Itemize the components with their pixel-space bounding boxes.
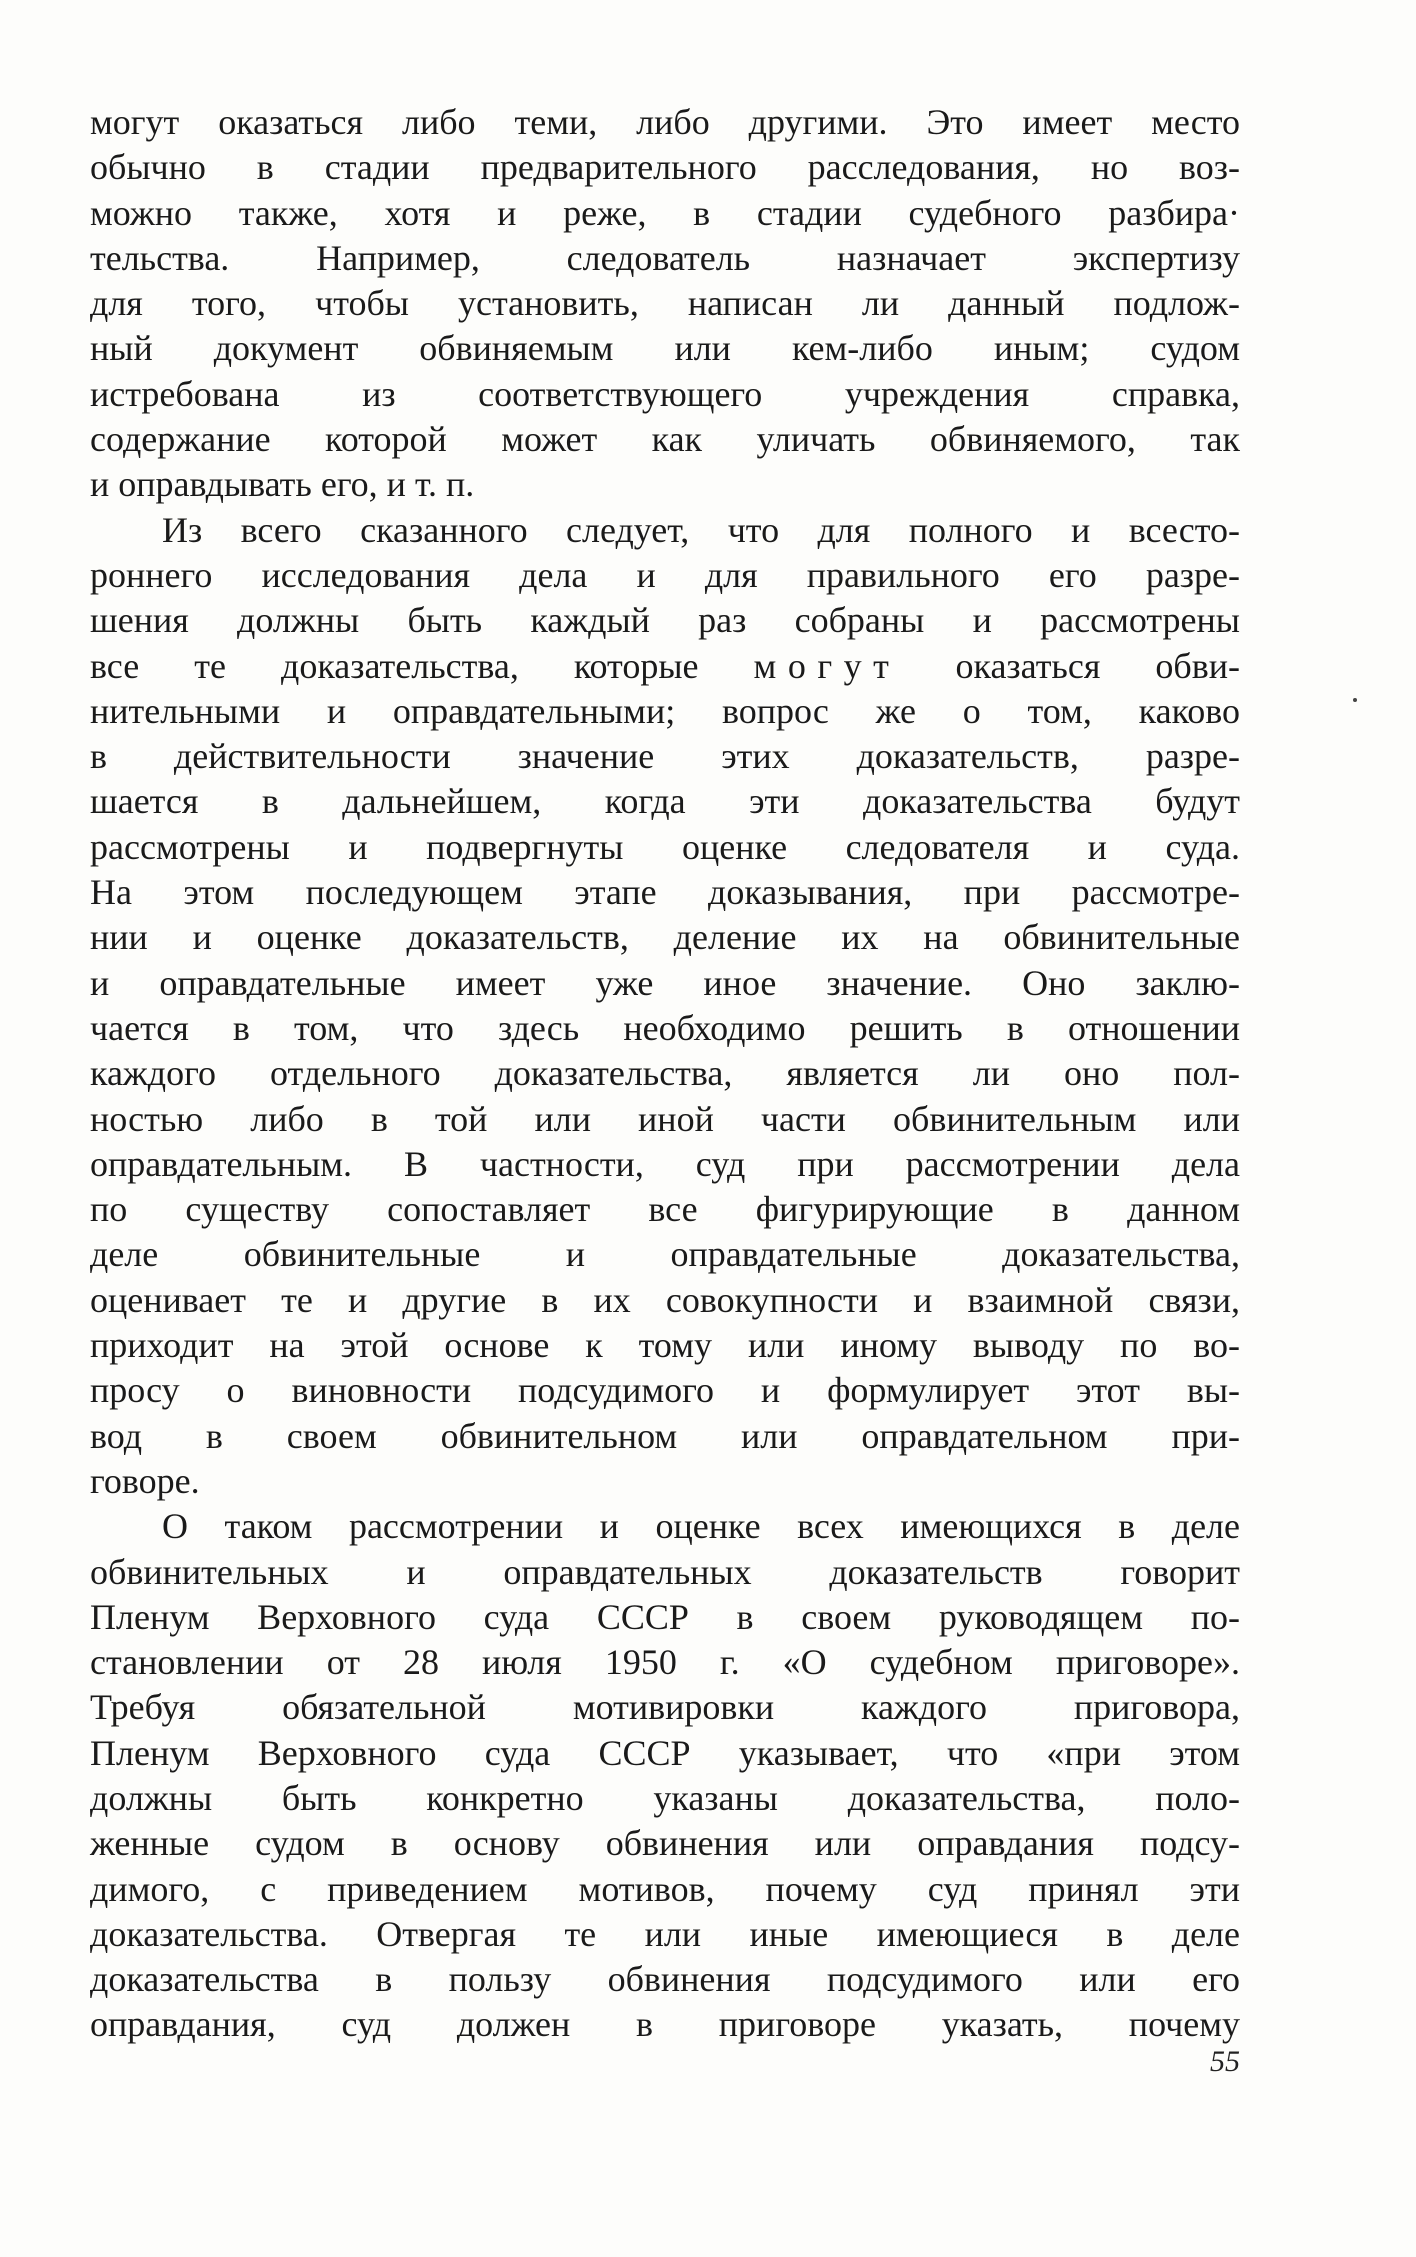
text-line: шения должны быть каждый раз собраны и рассмотрены xyxy=(90,600,1240,641)
text-line: содержание которой может как уличать обвиняемого, так xyxy=(90,419,1240,460)
body-text xyxy=(90,100,1240,2048)
text-line: Пленум Верховного суда СССР в своем руководящем по- xyxy=(90,1596,1240,1637)
text-line: Требуя обязательной мотивировки каждого приговора, xyxy=(90,1687,1240,1728)
text-line: деле обвинительные и оправдательные доказательства, xyxy=(90,1234,1240,1275)
text-line: оправдания, суд должен в приговоре указать, почему xyxy=(90,2004,1240,2045)
paragraph-2 xyxy=(90,508,1240,1505)
text-line: ный документ обвиняемым или кем-либо иным; судом xyxy=(90,328,1240,369)
paragraph-3 xyxy=(90,1504,1240,2048)
text-line: нительными и оправдательными; вопрос же о том, каково xyxy=(90,690,1240,731)
text-line: димого, с приведением мотивов, почему суд принял эти xyxy=(90,1868,1240,1909)
text-segment: все те доказательства, которые xyxy=(90,645,699,686)
text-line: по существу сопоставляет все фигурирующие в данном xyxy=(90,1189,1240,1230)
text-line: роннего исследования дела и для правильного его разре- xyxy=(90,554,1240,595)
paragraph-1 xyxy=(90,100,1240,508)
text-line: просу о виновности подсудимого и формулирует этот вы- xyxy=(90,1370,1240,1411)
text-line: могут оказаться либо теми, либо другими. Это имеет место xyxy=(90,102,1240,142)
text-line: и оправдательные имеет уже иное значение. Оно заклю- xyxy=(90,962,1240,1003)
text-line: оценивает те и другие в их совокупности и взаимной связи, xyxy=(90,1279,1240,1320)
text-line: приходит на этой основе к тому или иному выводу по во- xyxy=(90,1325,1240,1366)
text-line: каждого отдельного доказательства, является ли оно пол- xyxy=(90,1053,1240,1094)
text-line: доказательства. Отвергая те или иные имеющиеся в деле xyxy=(90,1913,1240,1954)
text-line: ностью либо в той или иной части обвинительным или xyxy=(90,1098,1240,1139)
text-line: Из всего сказанного следует, что для полного и всесто- xyxy=(162,509,1240,550)
text-line: обвинительных и оправдательных доказательств говорит xyxy=(90,1551,1240,1592)
text-line: доказательства в пользу обвинения подсудимого или его xyxy=(90,1959,1240,2000)
text-line: истребована из соответствующего учреждения справка, xyxy=(90,373,1240,414)
text-line: шается в дальнейшем, когда эти доказательства будут xyxy=(90,781,1240,822)
text-line: для того, чтобы установить, написан ли данный подлож- xyxy=(90,283,1240,324)
text-line: можно также, хотя и реже, в стадии судебного разбира· xyxy=(90,192,1240,233)
print-speck xyxy=(1353,698,1357,702)
text-line: вод в своем обвинительном или оправдательном при- xyxy=(90,1415,1240,1456)
text-line: чается в том, что здесь необходимо решить в отношении xyxy=(90,1007,1240,1048)
text-line: нии и оценке доказательств, деление их на обвинительные xyxy=(90,917,1240,958)
text-line: Пленум Верховного суда СССР указывает, что «при этом xyxy=(90,1732,1240,1773)
text-line: в действительности значение этих доказательств, разре- xyxy=(90,736,1240,777)
text-line: должны быть конкретно указаны доказательства, поло- xyxy=(90,1777,1240,1818)
text-line: и оправдывать его, и т. п. xyxy=(90,464,475,505)
text-line: рассмотрены и подвергнуты оценке следователя и суда. xyxy=(90,826,1240,867)
text-line-with-emphasis xyxy=(90,644,1240,689)
text-line: женные судом в основу обвинения или оправдания подсу- xyxy=(90,1823,1240,1864)
text-segment: оказаться обви- xyxy=(955,645,1241,686)
text-line: тельства. Например, следователь назначает экспертизу xyxy=(90,237,1240,278)
text-line: обычно в стадии предварительного расследования, но воз- xyxy=(90,147,1240,188)
emphasized-word: могут xyxy=(753,645,901,686)
text-line: О таком рассмотрении и оценке всех имеющихся в деле xyxy=(162,1506,1240,1547)
text-line: оправдательным. В частности, суд при рассмотрении дела xyxy=(90,1143,1240,1184)
text-line: становлении от 28 июля 1950 г. «О судебном приговоре». xyxy=(90,1642,1240,1683)
text-line: говоре. xyxy=(90,1460,200,1501)
page-number: 55 xyxy=(1210,2045,1240,2078)
text-line: На этом последующем этапе доказывания, при рассмотре- xyxy=(90,872,1240,913)
